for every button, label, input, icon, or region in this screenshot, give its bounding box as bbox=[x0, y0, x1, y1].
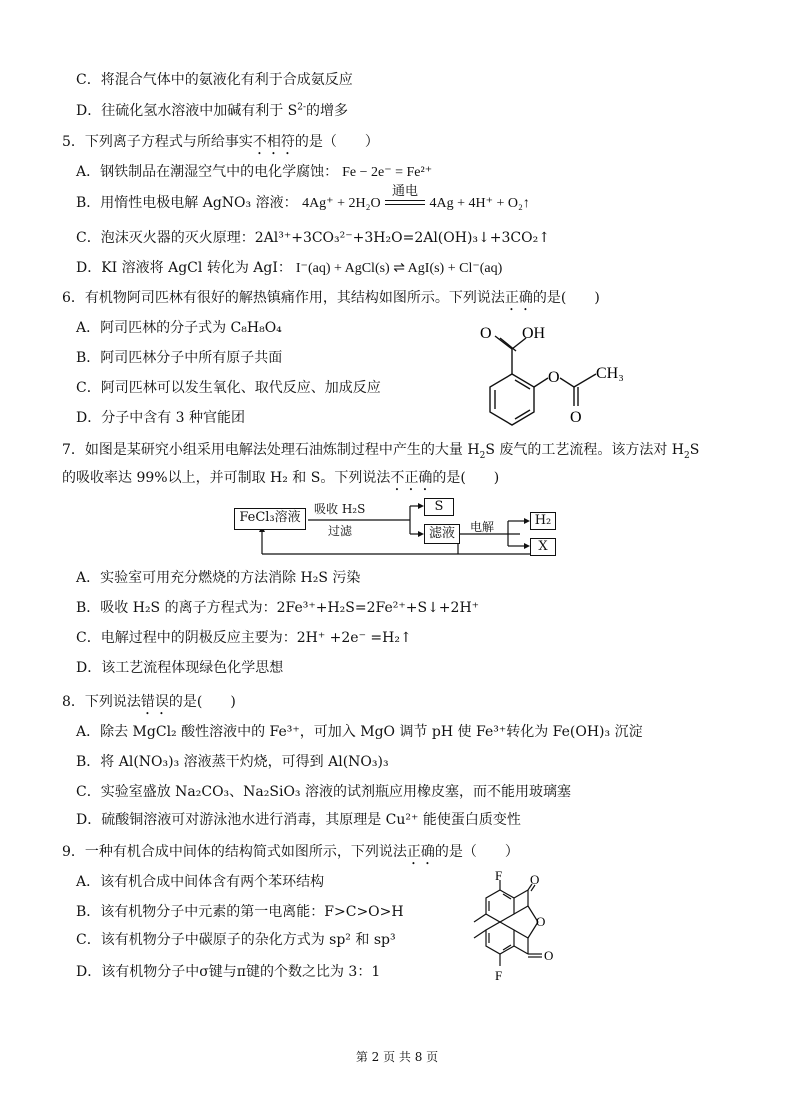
q5-option-d: D．KI 溶液将 AgCl 转化为 AgI： I⁻(aq) + AgCl(s) ⇌ AgI(s) + Cl⁻(aq) bbox=[76, 260, 503, 276]
ring-o-label: O bbox=[536, 914, 546, 929]
q7-option-b: B．吸收 H₂S 的离子方程式为：2Fe³⁺+H₂S=2Fe²⁺+S↓+2H⁺ bbox=[76, 600, 480, 616]
q7-option-a: A．实验室可用充分燃烧的方法消除 H₂S 污染 bbox=[76, 570, 361, 586]
q5-stem: 5．下列离子方程式与所给事实不相符的是（ ） bbox=[62, 134, 379, 150]
electrolysis-label: 电解 bbox=[470, 520, 495, 534]
q7-stem-line2: 的吸收率达 99%以上，并可制取 H₂ 和 S。下列说法不正确的是( ) bbox=[62, 470, 500, 486]
q9-option-c: C．该有机物分子中碳原子的杂化方式为 sp² 和 sp³ bbox=[76, 932, 396, 948]
q7-option-c: C．电解过程中的阴极反应主要为：2H⁺ +2e⁻ =H₂↑ bbox=[76, 630, 412, 646]
absorb-label: 吸收 H₂S bbox=[314, 502, 366, 516]
q9-option-a: A．该有机合成中间体含有两个苯环结构 bbox=[76, 874, 325, 890]
q7-stem-line1: 7．如图是某研究小组采用电解法处理石油炼制过程中产生的大量 $H_2S$ 废气的工艺流程。该方法对 $H_2S$ bbox=[62, 442, 700, 461]
h2-box: H₂ bbox=[530, 512, 556, 530]
f-bottom-label: F bbox=[495, 968, 503, 983]
q8-option-c: C．实验室盛放 Na₂CO₃、Na₂SiO₃ 溶液的试剂瓶应用橡皮塞，而不能用玻璃塞 bbox=[76, 784, 571, 800]
ester-o-label: O bbox=[548, 369, 560, 386]
q9-stem: 9．一种有机合成中间体的结构简式如图所示，下列说法正确的是（ ） bbox=[62, 844, 519, 860]
q5-option-b: B．用惰性电极电解 AgNO₃ 溶液： 4Ag⁺ + 2H₂O 通电 4Ag + 4H⁺ + O₂↑ bbox=[76, 184, 530, 211]
q6-option-a: A．阿司匹林的分子式为 C₈H₈O₄ bbox=[76, 320, 282, 336]
q8-option-d: D．硫酸铜溶液可对游泳池水进行消毒，其原理是 Cu²⁺ 能使蛋白质变性 bbox=[76, 812, 521, 828]
filter-label: 过滤 bbox=[328, 524, 353, 538]
q6-option-c: C．阿司匹林可以发生氧化、取代反应、加成反应 bbox=[76, 380, 381, 396]
f-top-label: F bbox=[495, 870, 503, 883]
keto-o-label: O bbox=[570, 409, 582, 426]
q6-option-d: D．分子中含有 3 种官能团 bbox=[76, 410, 246, 426]
s-box: S bbox=[424, 498, 454, 516]
q7-flow-diagram bbox=[230, 496, 570, 560]
q7-option-d: D．该工艺流程体现绿色化学思想 bbox=[76, 660, 284, 676]
intermediate-structure bbox=[462, 870, 572, 988]
q4-option-d: D．往硫化氢水溶液中加碱有利于 $S^{2-}$的增多 bbox=[76, 102, 349, 119]
carbonyl-o-top-label: O bbox=[530, 872, 540, 887]
carboxyl-oh-label: OH bbox=[522, 325, 546, 342]
reaction-arrow: 通电 bbox=[385, 196, 425, 210]
q6-option-b: B．阿司匹林分子中所有原子共面 bbox=[76, 350, 283, 366]
methyl-label: CH₃ bbox=[596, 365, 624, 382]
q9-option-d: D．该有机物分子中σ键与π键的个数之比为 3：1 bbox=[76, 964, 381, 980]
q5-option-a: A．钢铁制品在潮湿空气中的电化学腐蚀： Fe − 2e⁻ = Fe²⁺ bbox=[76, 164, 433, 180]
q8-stem: 8．下列说法错误的是( ) bbox=[62, 694, 236, 710]
q8-option-a: A．除去 MgCl₂ 酸性溶液中的 Fe³⁺，可加入 MgO 调节 pH 使 Fe³⁺转化为 Fe(OH)₃ 沉淀 bbox=[76, 724, 643, 740]
page-footer: 第 2 页 共 8 页 bbox=[355, 1050, 439, 1064]
filtrate-box: 滤液 bbox=[424, 524, 460, 544]
q9-option-b: B．该有机物分子中元素的第一电离能：F>C>O>H bbox=[76, 904, 404, 920]
fecl3-box: FeCl₃溶液 bbox=[234, 508, 306, 530]
x-box: X bbox=[530, 538, 556, 556]
carboxyl-o-label: O bbox=[480, 325, 492, 342]
carbonyl-o-bottom-label: O bbox=[544, 948, 554, 963]
q4-option-c: C．将混合气体中的氨液化有利于合成氨反应 bbox=[76, 72, 353, 88]
q6-stem: 6．有机物阿司匹林有很好的解热镇痛作用，其结构如图所示。下列说法正确的是( ) bbox=[62, 290, 600, 306]
q5-option-c: C．泡沫灭火器的灭火原理：2Al³⁺+3CO₃²⁻+3H₂O=2Al(OH)₃↓+3CO₂↑ bbox=[76, 230, 550, 246]
q8-option-b: B．将 Al(NO₃)₃ 溶液蒸干灼烧，可得到 Al(NO₃)₃ bbox=[76, 754, 389, 770]
aspirin-structure bbox=[470, 314, 640, 432]
